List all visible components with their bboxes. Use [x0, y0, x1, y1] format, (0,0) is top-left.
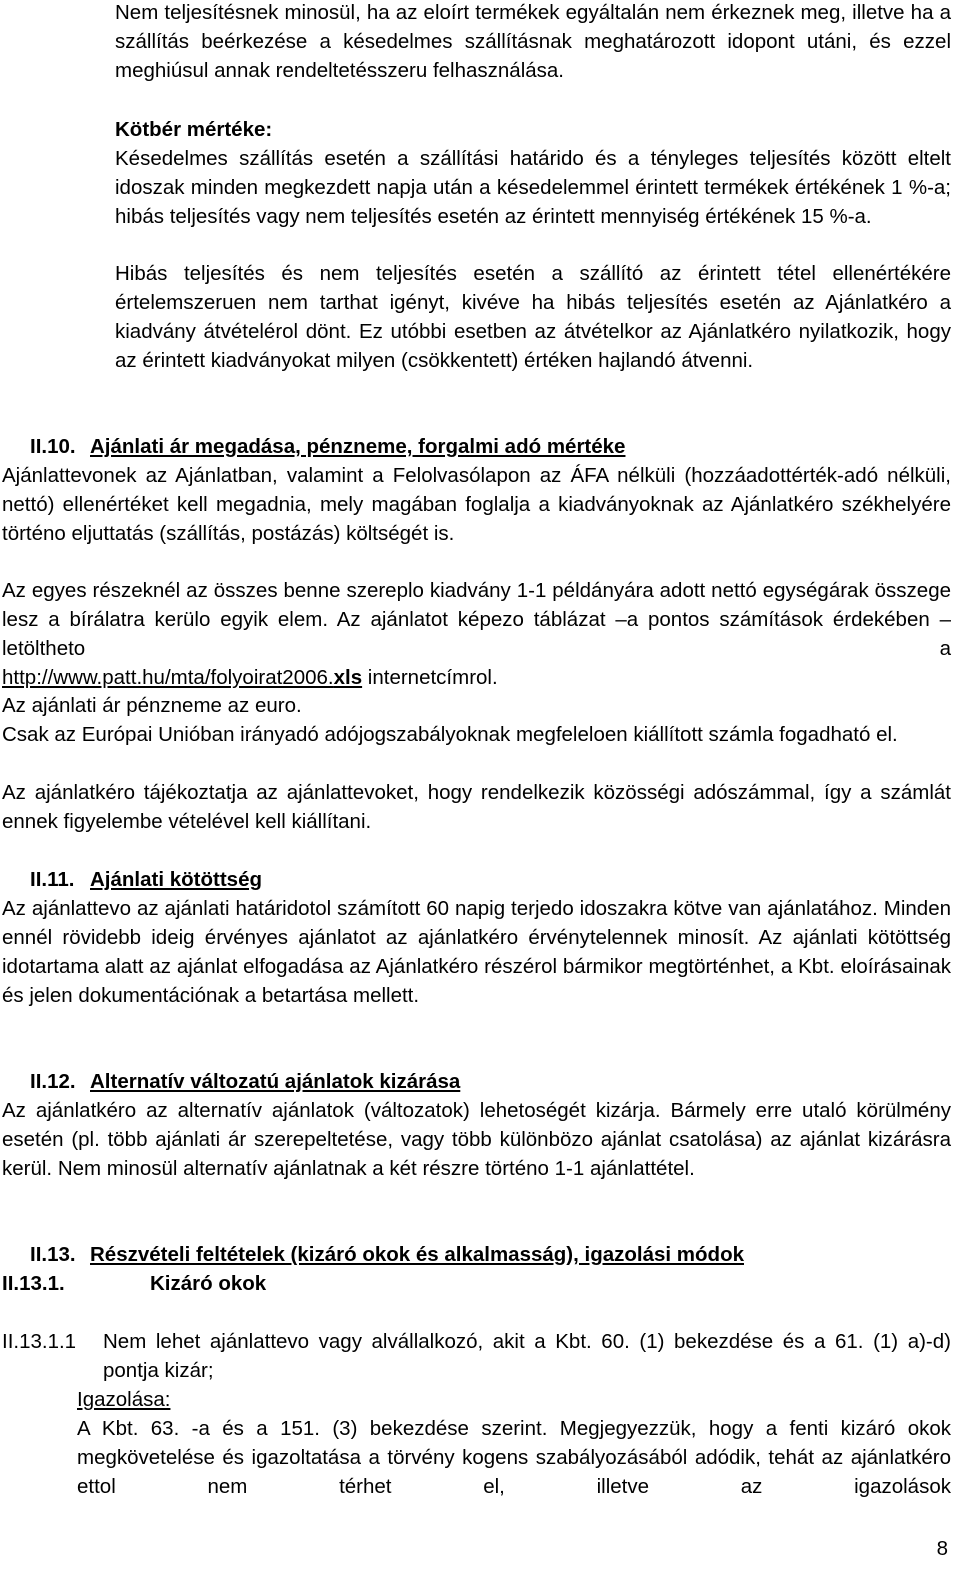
paragraph-non-performance: Nem teljesítésnek minosül, ha az eloírt termékek egyáltalán nem érkeznek meg, illetve ha a szállítás beérkezése a késedelmes szállításnak meghatározott idopont utáni, és ezzel meghiúsul annak rendeltetésszeru felhasználása. [115, 1, 951, 82]
item-number: II.13.1.1 [2, 1330, 77, 1353]
section-heading-ii-10 [30, 432, 625, 461]
subsection-heading-ii-13-1 [2, 1269, 266, 1298]
paragraph-currency: Az ajánlati ár pénzneme az euro. [2, 694, 302, 717]
section-title: Alternatív változatú ajánlatok kizárása [90, 1070, 461, 1093]
section-title: Ajánlati ár megadása, pénzneme, forgalmi adó mértéke [90, 435, 626, 458]
spreadsheet-link[interactable]: http://www.patt.hu/mta/folyoirat2006.xls [2, 666, 363, 689]
paragraph-price-net: Ajánlattevonek az Ajánlatban, valamint a Felolvasólapon az ÁFA nélküli (hozzáadottérték-adó nélküli, nettó) ellenértéket kell megadnia, mely magában foglalja a kiadványoknak az Ajánlatkéro székhelyére történo eljuttatás (szállítás, postázás) költségét is. [2, 464, 951, 545]
paragraph-offer-binding: Az ajánlattevo az ajánlati határidotol számított 60 napig terjedo idoszakra kötve van ajánlatához. Minden ennél rövidebb ideig érvényes ajánlatot az ajánlatkéro érvénytelennek minosít. Az ajánlati kötöttség idotartama alatt az ajánlat elfogadása az Ajánlatkéro részérol bármikor megtörténhet, a Kbt. eloírásainak és jelen dokumentációnak a betartása mellett. [2, 897, 951, 1007]
subsection-number: II.13.1. [2, 1272, 65, 1295]
page-number: 8 [936, 1537, 948, 1560]
paragraph-download-link: http://www.patt.hu/mta/folyoirat2006.xls internetcímrol. [2, 666, 498, 689]
section-title: Ajánlati kötöttség [90, 868, 262, 891]
paragraph-unit-prices: Az egyes részeknél az összes benne szereplo kiadvány 1-1 példányára adott nettó egységárak összege lesz a bírálatra kerülo egyik elem. Az ajánlatot képezo táblázat –a pontos számítások érdekében – letöltheto a [2, 579, 951, 660]
paragraph-alternative-offers: Az ajánlatkéro az alternatív ajánlatok (változatok) lehetoségét kizárja. Bármely erre utaló körülmény esetén (pl. több ajánlati ár szerepeltetése, vagy több különbözo ajánlat csatolása) az ajánlat kizárásra kerül. Nem minosül alternatív ajánlatnak a két részre történo 1-1 ajánlattétel. [2, 1099, 951, 1180]
paragraph-faulty-performance: Hibás teljesítés és nem teljesítés esetén a szállító az érintett tétel ellenértékére értelemszeruen nem tarthat igényt, kivéve ha hibás teljesítés esetén az Ajánlatkéro a kiadvány átvételérol dönt. Ez utóbbi esetben az átvételkor az Ajánlatkéro nyilatkozik, hogy az érintett kiadványokat milyen (csökkentett) értéken hajlandó átvenni. [115, 262, 951, 372]
paragraph-late-delivery: Késedelmes szállítás esetén a szállítási határido és a tényleges teljesítés között eltelt idoszak minden megkezdett napja után a késedelemmel érintett termékek értékének 1 %-a; hibás teljesítés vagy nem teljesítés esetén az érintett mennyiség értékének 15 %-a. [115, 147, 951, 228]
heading-penalty-amount: Kötbér mértéke: [115, 118, 273, 141]
section-number: II.11. [30, 868, 75, 891]
section-number: II.12. [30, 1070, 76, 1093]
paragraph-proof: A Kbt. 63. -a és a 151. (3) bekezdése szerint. Megjegyezzük, hogy a fenti kizáró okok megkövetelése és igazoltatása a törvény kogens szabályozásából adódik, tehát az ajánlatkéro ettol nem térhet el, illetve az igazolások [77, 1417, 951, 1498]
paragraph-invoice: Csak az Európai Unióban irányadó adójogszabályoknak megfeleloen kiállított számla fogadható el. [2, 723, 898, 746]
proof-label: Igazolása: [77, 1388, 171, 1411]
section-number: II.10. [30, 435, 76, 458]
section-heading-ii-13 [30, 1240, 744, 1269]
section-number: II.13. [30, 1243, 76, 1266]
section-heading-ii-12 [30, 1067, 460, 1096]
section-title: Részvételi feltételek (kizáró okok és alkalmasság), igazolási módok [90, 1243, 744, 1266]
subsection-title: Kizáró okok [150, 1272, 267, 1295]
paragraph-tax-number: Az ajánlatkéro tájékoztatja az ajánlattevoket, hogy rendelkezik közösségi adószámmal, így a számlát ennek figyelembe vételével kell kiállítani. [2, 781, 951, 833]
section-heading-ii-11 [30, 865, 262, 894]
paragraph-exclusion-reasons: Nem lehet ajánlattevo vagy alvállalkozó, akit a Kbt. 60. (1) bekezdése és a 61. (1) a)-d) pontja kizár; [103, 1330, 951, 1382]
